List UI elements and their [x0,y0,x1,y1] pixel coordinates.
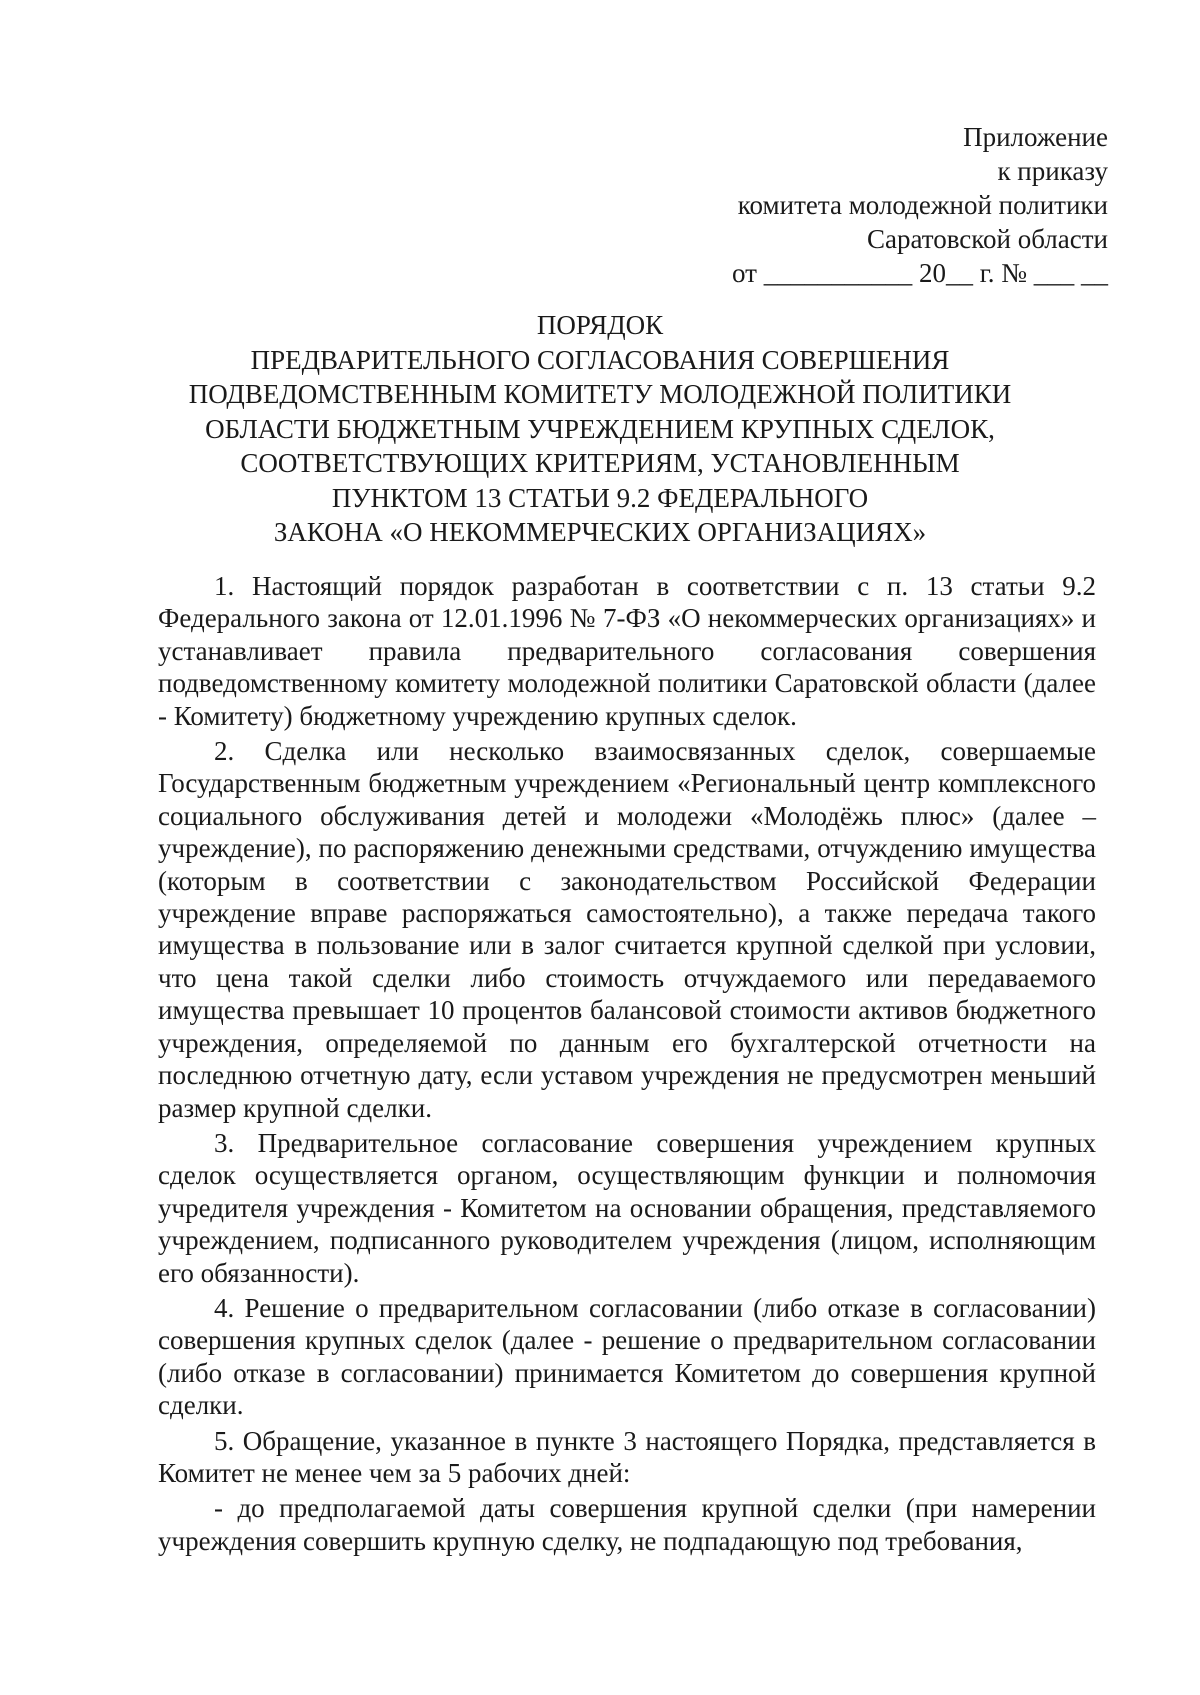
appendix-line-2: к приказу [997,156,1108,186]
paragraph-3: 3. Предварительное согласование совершения учреждением крупных сделок осуществляется органом, осуществляющим функции и полномочия учредителя учреждения - Комитетом на основании обращения, представляемого учреждением, подписанного руководителем учреждения (лицом, исполняющим его обязанности). [158,1127,1096,1288]
appendix-date-line: от ___________ 20__ г. № ___ __ [732,258,1108,288]
appendix-block [588,120,1108,290]
paragraph-5: 5. Обращение, указанное в пункте 3 настоящего Порядка, представляется в Комитет не менее чем за 5 рабочих дней: [158,1425,1096,1488]
appendix-line-4: Саратовской области [867,224,1108,254]
title-line-6: ПУНКТОМ 13 СТАТЬИ 9.2 ФЕДЕРАЛЬНОГО [331,482,869,513]
paragraph-6: - до предполагаемой даты совершения крупной сделки (при намерении учреждения совершить крупную сделку, не подпадающую под требования, [158,1493,1096,1556]
document-body [158,570,1096,1557]
appendix-line-1: Приложение [963,122,1108,152]
paragraph-2: 2. Сделка или несколько взаимосвязанных сделок, совершаемые Государственным бюджетным учреждением «Региональный центр комплексного социального обслуживания детей и молодежи «Молодёжь плюс» (далее – учреждение), по распоряжению денежными средствами, отчуждению имущества (которым в соответствии с законодательством Российской Федерации учреждение вправе распоряжаться самостоятельно), а также передача такого имущества в пользование или в залог считается крупной сделкой при условии, что цена такой сделки либо стоимость отчуждаемого или передаваемого имущества превышает 10 процентов балансовой стоимости активов бюджетного учреждения, определяемой по данным его бухгалтерской отчетности на последнюю отчетную дату, если уставом учреждения не предусмотрен меньший размер крупной сделки. [158,736,1096,1123]
paragraph-4: 4. Решение о предварительном согласовании (либо отказе в согласовании) совершения крупных сделок (далее - решение о предварительном согласовании (либо отказе в согласовании) принимается Комитетом до совершения крупной сделки. [158,1292,1096,1421]
title-line-5: СООТВЕТСТВУЮЩИХ КРИТЕРИЯМ, УСТАНОВЛЕННЫМ [240,448,960,478]
title-line-7: ЗАКОНА «О НЕКОММЕРЧЕСКИХ ОРГАНИЗАЦИЯХ» [273,517,927,547]
title-line-3: ПОДВЕДОМСТВЕННЫМ КОМИТЕТУ МОЛОДЕЖНОЙ ПОЛИТИКИ [188,379,1012,409]
title-line-1: ПОРЯДОК [536,310,664,340]
appendix-line-3: комитета молодежной политики [737,190,1108,220]
paragraph-1: 1. Настоящий порядок разработан в соответствии с п. 13 статьи 9.2 Федерального закона от 12.01.1996 № 7-ФЗ «О некоммерческих организациях» и устанавливает правила предварительного согласования совершения подведомственному комитету молодежной политики Саратовской области (далее - Комитету) бюджетному учреждению крупных сделок. [158,571,1096,731]
title-line-2: ПРЕДВАРИТЕЛЬНОГО СОГЛАСОВАНИЯ СОВЕРШЕНИЯ [250,344,950,375]
document-title [150,308,1050,550]
title-line-4: ОБЛАСТИ БЮДЖЕТНЫМ УЧРЕЖДЕНИЕМ КРУПНЫХ СДЕЛОК, [205,413,995,444]
